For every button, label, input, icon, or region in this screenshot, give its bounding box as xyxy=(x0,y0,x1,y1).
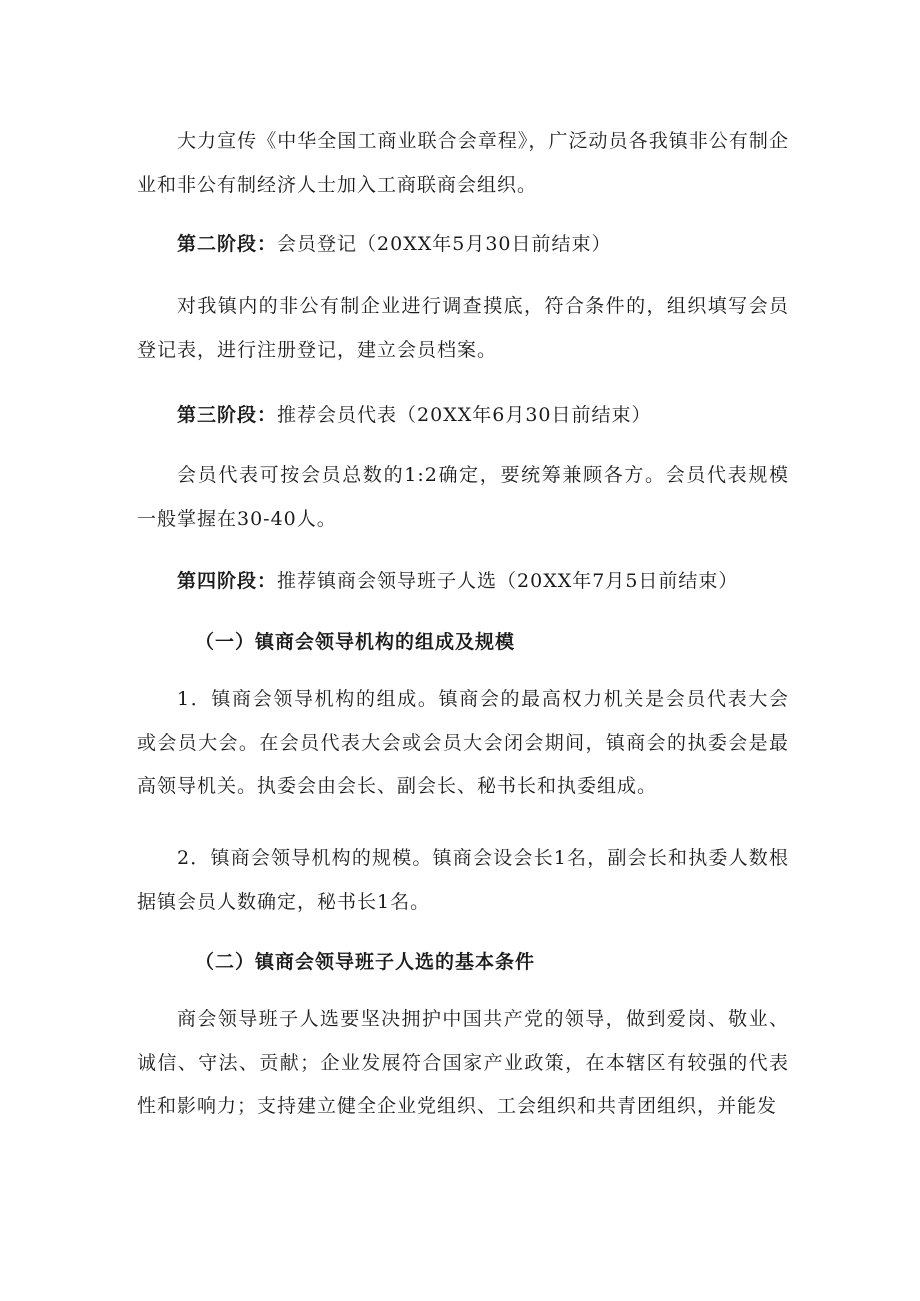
stage-3-heading xyxy=(137,394,789,438)
stage-2-heading xyxy=(137,223,789,267)
paragraph-intro: 大力宣传《中华全国工商业联合会章程》，广泛动员各我镇非公有制企业和非公有制经济人士加入工商联商会组织。 xyxy=(137,130,789,196)
section-2-heading: （二）镇商会领导班子人选的基本条件 xyxy=(195,951,536,973)
stage-2-label: 第二阶段： xyxy=(177,233,278,255)
section-1-heading: （一）镇商会领导机构的组成及规模 xyxy=(195,631,516,653)
stage-3-label: 第三阶段： xyxy=(177,404,278,426)
item-1-composition: 1．镇商会领导机构的组成。镇商会的最高权力机关是会员代表大会或会员大会。在会员代表大会或会员大会闭会期间，镇商会的执委会是最高领导机关。执委会由会长、副会长、秘书长和执委组成。 xyxy=(137,688,789,797)
paragraph-leadership-conditions: 商会领导班子人选要坚决拥护中国共产党的领导，做到爱岗、敬业、诚信、守法、贡献；企业发展符合国家产业政策，在本辖区有较强的代表性和影响力；支持建立健全企业党组织、工会组织和共青团组织，并能发 xyxy=(137,1008,789,1117)
paragraph-representatives: 会员代表可按会员总数的1:2确定，要统筹兼顾各方。会员代表规模一般掌握在30-40人。 xyxy=(137,464,789,530)
stage-3-text: 推荐会员代表（20XX年6月30日前结束） xyxy=(277,404,652,426)
stage-4-label: 第四阶段： xyxy=(177,570,278,592)
paragraph-member-registration: 对我镇内的非公有制企业进行调查摸底，符合条件的，组织填写会员登记表，进行注册登记，建立会员档案。 xyxy=(137,295,789,361)
stage-4-text: 推荐镇商会领导班子人选（20XX年7月5日前结束） xyxy=(277,570,739,592)
item-2-scale: 2．镇商会领导机构的规模。镇商会设会长1名，副会长和执委人数根据镇会员人数确定，秘书长1名。 xyxy=(137,847,789,913)
stage-4-heading xyxy=(137,560,789,604)
stage-2-text: 会员登记（20XX年5月30日前结束） xyxy=(277,233,612,255)
